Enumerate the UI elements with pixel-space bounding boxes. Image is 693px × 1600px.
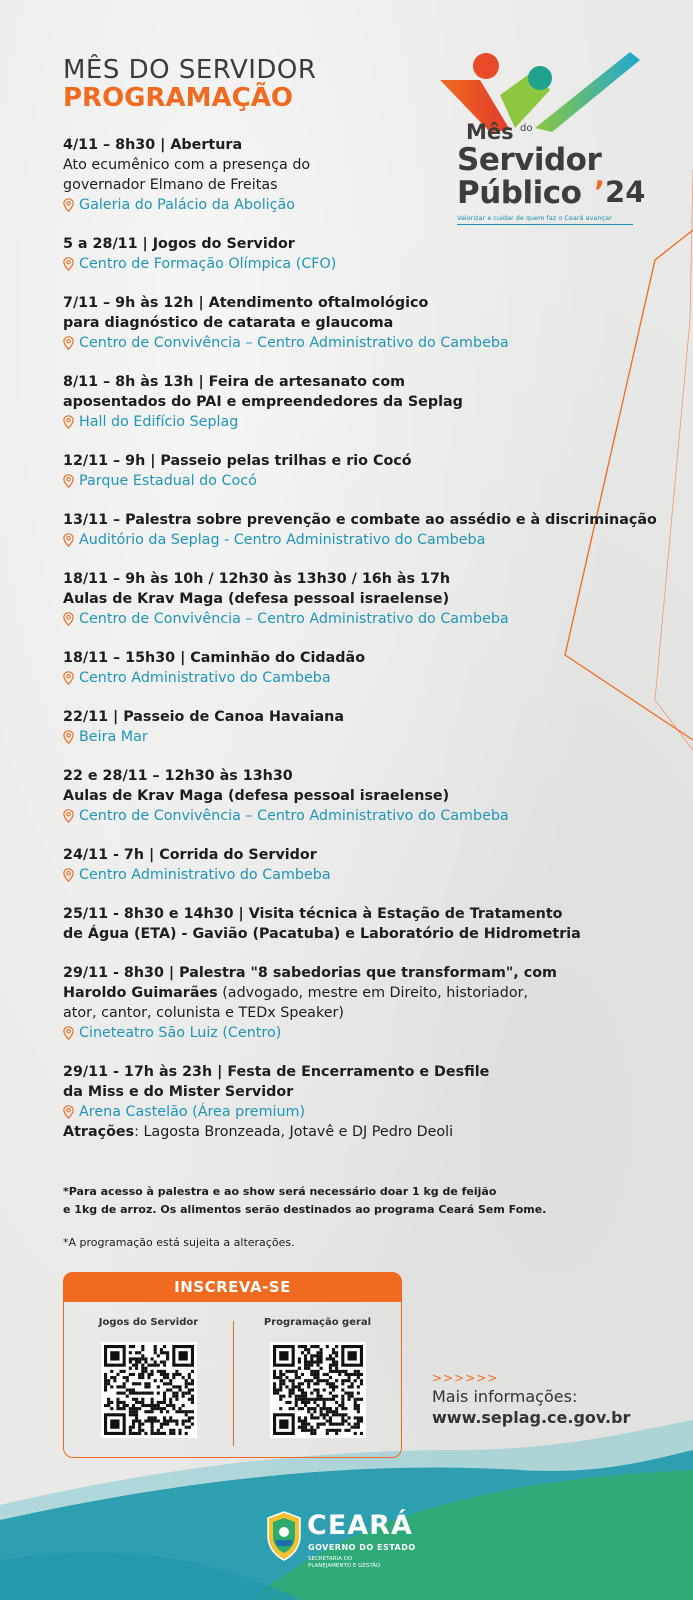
atracoes-text: : Lagosta Bronzeada, Jotavê e DJ Pedro Deoli <box>134 1124 454 1140</box>
event-location <box>63 1023 663 1043</box>
signup-box <box>63 1272 402 1458</box>
event-description: governador Elmano de Freitas <box>63 177 278 193</box>
location-pin-icon <box>63 612 74 626</box>
list-item <box>63 904 663 944</box>
event-location <box>63 412 663 432</box>
list-item <box>63 845 663 885</box>
arrows-decor: >>>>>> <box>432 1371 499 1385</box>
event-title: 7/11 – 9h às 12h | Atendimento oftalmológico <box>63 295 429 311</box>
event-description: Ato ecumênico com a presença do <box>63 157 311 173</box>
qr-programacao <box>233 1317 402 1442</box>
event-location <box>63 333 663 353</box>
qr-jogos <box>64 1317 233 1442</box>
page-title: MÊS DO SERVIDOR <box>63 55 317 85</box>
event-location <box>63 254 663 274</box>
location-pin-icon <box>63 671 74 685</box>
event-festa <box>63 1062 663 1142</box>
event-title: Aulas de Krav Maga (defesa pessoal israelense) <box>63 591 450 607</box>
event-title: 22 e 28/11 – 12h30 às 13h30 <box>63 768 293 784</box>
government-label: GOVERNO DO ESTADO <box>308 1543 416 1552</box>
event-palestra <box>63 963 663 1043</box>
event-location <box>63 471 663 491</box>
more-info-link[interactable]: www.seplag.ce.gov.br <box>432 1408 631 1427</box>
location-pin-icon <box>63 730 74 744</box>
list-item <box>63 234 663 274</box>
atracoes-label: Atrações <box>63 1124 135 1140</box>
location-pin-icon <box>63 809 74 823</box>
event-location <box>63 530 663 550</box>
event-location <box>63 865 663 885</box>
location-text: Cineteatro São Luiz (Centro) <box>79 1025 282 1041</box>
event-title: 29/11 - 8h30 | Palestra "8 sabedorias que transformam", com <box>63 965 557 981</box>
event-title: 24/11 - 7h | Corrida do Servidor <box>63 847 317 863</box>
location-text: Galeria do Palácio da Abolição <box>79 197 296 213</box>
list-item <box>63 510 663 550</box>
page-subtitle: PROGRAMAÇÃO <box>63 83 293 113</box>
list-item <box>63 293 663 353</box>
list-item <box>63 372 663 432</box>
location-text: Arena Castelão (Área premium) <box>79 1104 306 1120</box>
location-text: Parque Estadual do Cocó <box>79 473 257 489</box>
event-location <box>63 1102 663 1122</box>
event-title: 12/11 – 9h | Passeio pelas trilhas e rio Cocó <box>63 453 412 469</box>
event-title: 22/11 | Passeio de Canoa Havaiana <box>63 709 344 725</box>
event-title: 25/11 - 8h30 e 14h30 | Visita técnica à Estação de Tratamento <box>63 906 563 922</box>
donation-note <box>63 1183 583 1219</box>
event-title: 5 a 28/11 | Jogos do Servidor <box>63 236 295 252</box>
event-title: 29/11 - 17h às 23h | Festa de Encerramento e Desfile <box>63 1064 490 1080</box>
atracoes-line <box>63 1122 663 1142</box>
list-item <box>63 707 663 747</box>
event-location <box>63 609 663 629</box>
event-speaker-line <box>63 983 663 1003</box>
location-pin-icon <box>63 415 74 429</box>
location-pin-icon <box>63 198 74 212</box>
speaker-desc: (advogado, mestre em Direito, historiador, <box>217 985 528 1001</box>
list-item <box>63 569 663 629</box>
donation-note-line1: *Para acesso à palestra e ao show será necessário doar 1 kg de feijão <box>63 1185 497 1198</box>
event-location <box>63 195 663 215</box>
location-pin-icon <box>63 336 74 350</box>
list-item <box>63 766 663 826</box>
location-text: Centro Administrativo do Cambeba <box>79 867 331 883</box>
event-title: 8/11 – 8h às 13h | Feira de artesanato com <box>63 374 406 390</box>
logo-servidor: Servidor <box>457 142 602 178</box>
logo-publico: Público <box>457 175 582 211</box>
event-title: 4/11 – 8h30 | Abertura <box>63 137 243 153</box>
list-item <box>63 135 663 215</box>
event-title: 18/11 – 15h30 | Caminhão do Cidadão <box>63 650 366 666</box>
event-location <box>63 806 663 826</box>
event-title: 13/11 – Palestra sobre prevenção e combate ao assédio e à discriminação <box>63 512 657 528</box>
event-title: de Água (ETA) - Gavião (Pacatuba) e Laboratório de Hidrometria <box>63 926 581 942</box>
event-title: Aulas de Krav Maga (defesa pessoal israelense) <box>63 788 450 804</box>
qr-label-jogos: Jogos do Servidor <box>98 1317 199 1328</box>
location-text: Centro de Convivência – Centro Administrativo do Cambeba <box>79 808 509 824</box>
logo-do: do <box>520 123 533 134</box>
location-pin-icon <box>63 1026 74 1040</box>
qr-code-icon[interactable] <box>270 1342 366 1438</box>
donation-note-line2: e 1kg de arroz. Os alimentos serão destinados ao programa Ceará Sem Fome. <box>63 1203 547 1216</box>
location-pin-icon <box>63 257 74 271</box>
list-item <box>63 451 663 491</box>
schedule-note: *A programação está sujeita a alterações. <box>63 1236 295 1249</box>
location-text: Centro Administrativo do Cambeba <box>79 670 331 686</box>
event-title: 18/11 – 9h às 10h / 12h30 às 13h30 / 16h às 17h <box>63 571 451 587</box>
event-title: aposentados do PAI e empreendedores da Seplag <box>63 394 463 410</box>
secretaria-label: SECRETARIA DO PLANEJAMENTO E GESTÃO <box>308 1556 381 1569</box>
signup-header: INSCREVA-SE <box>63 1272 402 1302</box>
event-title-2: da Miss e do Mister Servidor <box>63 1084 294 1100</box>
qr-label-programacao: Programação geral <box>263 1317 372 1328</box>
speaker-desc-2: ator, cantor, colunista e TEDx Speaker) <box>63 1005 344 1021</box>
location-text: Centro de Convivência – Centro Administrativo do Cambeba <box>79 335 509 351</box>
event-title: para diagnóstico de catarata e glaucoma <box>63 315 394 331</box>
speaker-name: Haroldo Guimarães <box>63 985 218 1001</box>
location-text: Beira Mar <box>79 729 148 745</box>
list-item <box>63 648 663 688</box>
qr-code-icon[interactable] <box>101 1342 197 1438</box>
logo-tagline: Valorizar e cuidar de quem faz o Ceará avançar <box>457 214 612 222</box>
event-location <box>63 727 663 747</box>
location-pin-icon <box>63 533 74 547</box>
state-name: CEARÁ <box>307 1510 413 1541</box>
location-text: Auditório da Seplag - Centro Administrativo do Cambeba <box>79 532 486 548</box>
location-text: Centro de Convivência – Centro Administrativo do Cambeba <box>79 611 509 627</box>
location-text: Hall do Edifício Seplag <box>79 414 239 430</box>
event-list <box>63 135 663 1161</box>
logo-mes: Mês <box>466 120 514 144</box>
logo-year: ’24 <box>594 175 646 209</box>
state-coat-of-arms-icon <box>265 1510 303 1562</box>
government-logo <box>265 1510 445 1570</box>
more-info-label: Mais informações: <box>432 1387 578 1406</box>
location-pin-icon <box>63 868 74 882</box>
location-pin-icon <box>63 1105 74 1119</box>
location-text: Centro de Formação Olímpica (CFO) <box>79 256 337 272</box>
event-location <box>63 668 663 688</box>
location-pin-icon <box>63 474 74 488</box>
